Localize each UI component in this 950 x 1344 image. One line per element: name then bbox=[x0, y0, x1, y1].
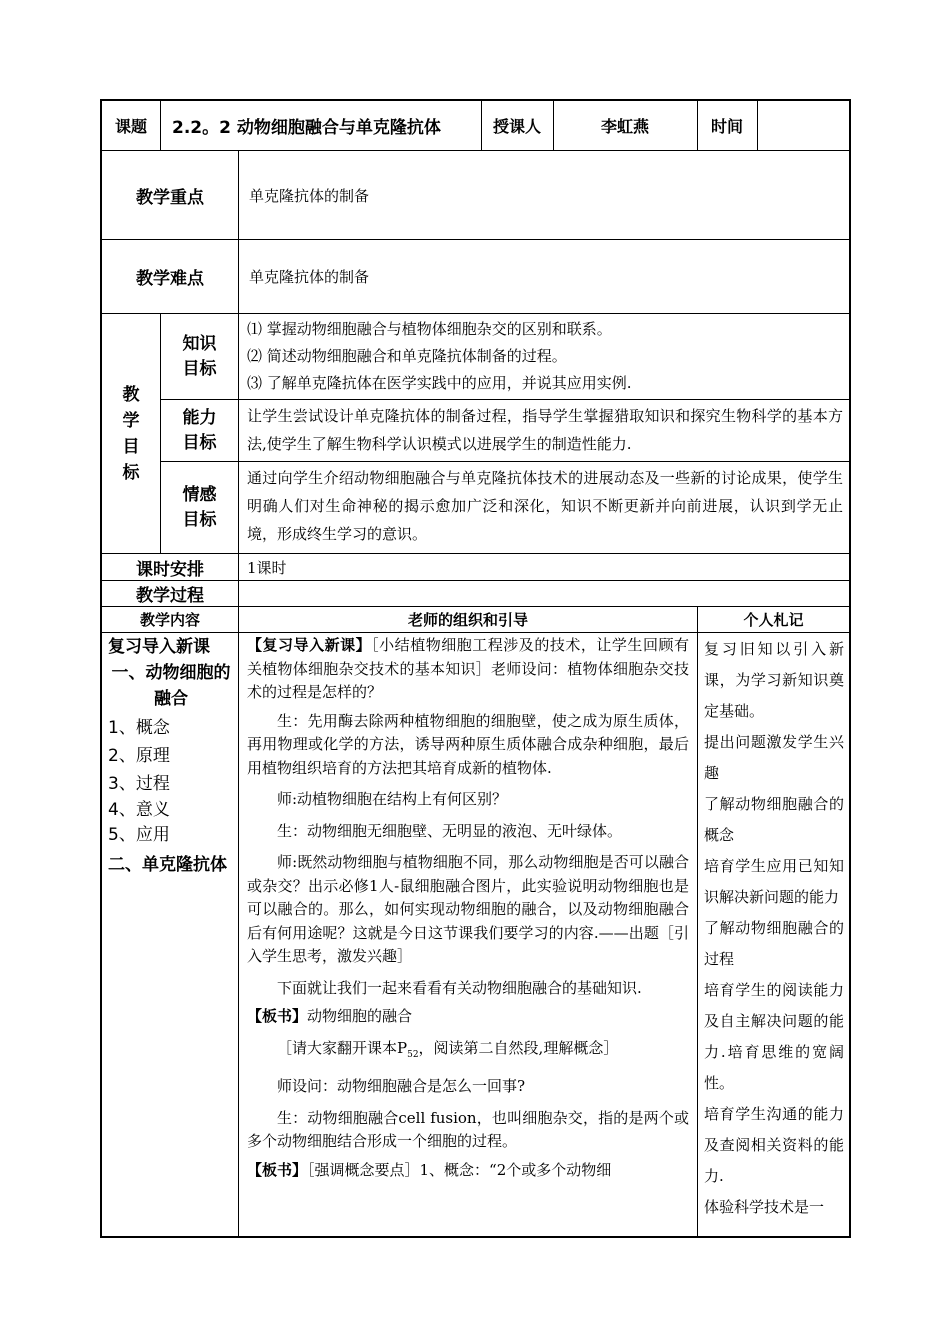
guidance-column bbox=[247, 634, 689, 1234]
knowledge-label-text: 知识目标 bbox=[182, 333, 217, 379]
content-heading: 复习导入新课 bbox=[108, 637, 210, 657]
note-line: 复习旧知以引入新课，为学习新知识奠定基础。 bbox=[704, 640, 844, 720]
guidance-paragraph: 【复习导入新课】［小结植物细胞工程涉及的技术，让学生回顾有关植物体细胞杂交技术的基本知识］老师设问：植物体细胞杂交技术的过程是怎样的？ bbox=[247, 636, 689, 701]
knowledge-label bbox=[161, 314, 238, 399]
topic-value: 2.2。2 动物细胞融合与单克隆抗体 bbox=[172, 118, 441, 138]
content-section-2: 二、单克隆抗体 bbox=[108, 855, 227, 875]
note-line: 培育学生沟通的能力及查阅相关资料的能力. bbox=[704, 1105, 844, 1185]
guidance-paragraph: ［请大家翻开课本$P_{52}$，阅读第二自然段,理解概念］ bbox=[277, 1038, 619, 1060]
notes-column bbox=[704, 634, 844, 1234]
emotion-label bbox=[161, 462, 238, 553]
difficulty-label: 教学难点 bbox=[136, 269, 204, 289]
knowledge-item: ⑴ 掌握动物细胞融合与植物体细胞杂交的区别和联系。 bbox=[247, 320, 612, 338]
time-value bbox=[757, 101, 849, 150]
content-item: 5、应用 bbox=[108, 825, 170, 845]
time-label: 时间 bbox=[710, 117, 743, 136]
guidance-paragraph: 生：先用酶去除两种植物细胞的细胞壁，使之成为原生质体，再用物理或化学的方法，诱导两种原生质体融合成杂种细胞，最后用植物组织培育的方法把其培育成新的植物体. bbox=[247, 711, 689, 777]
column-header-content: 教学内容 bbox=[139, 611, 200, 629]
teacher-label: 授课人 bbox=[492, 117, 541, 136]
note-line: 培育学生的阅读能力及自主解决问题的能力.培育思维的宽阔性。 bbox=[704, 981, 844, 1092]
vline bbox=[160, 99, 161, 151]
column-header-notes: 个人札记 bbox=[743, 611, 804, 629]
vline bbox=[697, 606, 698, 1237]
guidance-paragraph: 下面就让我们一起来看看有关动物细胞融合的基础知识. bbox=[277, 978, 642, 997]
content-column bbox=[108, 635, 234, 1235]
vline bbox=[238, 150, 239, 607]
ability-text: 让学生尝试设计单克隆抗体的制备过程，指导学生掌握猎取知识和探究生物科学的基本方法,使学生了解生物科学认识模式以进展学生的制造性能力. bbox=[247, 407, 843, 453]
schedule-value: 1课时 bbox=[247, 558, 287, 577]
ability-label-text: 能力目标 bbox=[182, 407, 217, 453]
note-line: 体验科学技术是一 bbox=[704, 1198, 825, 1216]
ability-label bbox=[161, 400, 238, 461]
knowledge-item: ⑶ 了解单克隆抗体在医学实践中的应用，并说其应用实例. bbox=[247, 374, 632, 392]
note-line: 培育学生应用已知知识解决新问题的能力 bbox=[704, 857, 844, 906]
guidance-paragraph: 生：动物细胞融合cell fusion，也叫细胞杂交，指的是两个或多个动物细胞结合形成一个细胞的过程。 bbox=[247, 1108, 689, 1150]
guidance-tag: 【板书】 bbox=[247, 1160, 308, 1179]
guidance-paragraph: 生：动物细胞无细胞壁、无明显的液泡、无叶绿体。 bbox=[277, 821, 623, 840]
guidance-tag: 【复习导入新课】 bbox=[247, 636, 372, 654]
table-border-bottom bbox=[100, 1236, 851, 1238]
emotion-label-text: 情感目标 bbox=[182, 484, 217, 530]
guidance-paragraph: 师设问：动物细胞融合是怎么一回事? bbox=[277, 1077, 526, 1095]
content-item: 4、意义 bbox=[108, 800, 170, 820]
key-point-label: 教学重点 bbox=[136, 187, 204, 208]
objectives-label-text: 教学目标 bbox=[122, 384, 140, 483]
guidance-paragraph: 【板书】动物细胞的融合 bbox=[247, 1007, 413, 1025]
table-border-right bbox=[849, 99, 851, 1238]
topic-label: 课题 bbox=[114, 117, 147, 136]
schedule-label: 课时安排 bbox=[136, 559, 204, 580]
difficulty-value: 单克隆抗体的制备 bbox=[249, 268, 370, 286]
note-line: 了解动物细胞融合的概念 bbox=[704, 795, 844, 844]
vline bbox=[238, 606, 239, 1237]
hline bbox=[160, 461, 851, 462]
guidance-tag: 【板书】 bbox=[247, 1007, 308, 1025]
teacher-value: 李虹燕 bbox=[600, 117, 649, 136]
guidance-paragraph: 师:既然动物细胞与植物细胞不同，那么动物细胞是否可以融合或杂交？出示必修1人-鼠细胞融合图片，此实验说明动物细胞也是可以融合的。那么，如何实现动物细胞的融合，以及动物细胞融合后有何用途呢？这就是今日这节课我们要学习的内容.——出题［引入学生思考，激发兴趣］ bbox=[247, 853, 689, 965]
guidance-paragraph: 师:动植物细胞在结构上有何区别？ bbox=[277, 790, 508, 808]
content-item: 1、概念 bbox=[108, 718, 170, 738]
content-item: 3、过程 bbox=[108, 774, 170, 794]
column-header-guidance: 老师的组织和引导 bbox=[407, 611, 528, 629]
knowledge-items bbox=[247, 316, 843, 399]
hline bbox=[160, 399, 851, 400]
emotion-text: 通过向学生介绍动物细胞融合与单克隆抗体技术的进展动态及一些新的讨论成果，使学生明确人们对生命神秘的揭示愈加广泛和深化，知识不断更新并向前进展，认识到学无止境，形成终生学习的意识。 bbox=[247, 469, 843, 543]
content-section-1: 一、动物细胞的融合 bbox=[111, 663, 231, 709]
process-label: 教学过程 bbox=[136, 586, 204, 606]
objectives-label bbox=[102, 314, 160, 553]
hline bbox=[100, 632, 851, 633]
note-line: 了解动物细胞融合的过程 bbox=[704, 919, 844, 968]
guidance-paragraph: 【板书】［强调概念要点］1、概念：“2个或多个动物细 bbox=[247, 1160, 612, 1179]
note-line: 提出问题激发学生兴趣 bbox=[704, 733, 844, 782]
knowledge-item: ⑵ 简述动物细胞融合和单克隆抗体制备的过程。 bbox=[247, 347, 567, 365]
content-item: 2、原理 bbox=[108, 746, 170, 766]
key-point-value: 单克隆抗体的制备 bbox=[249, 186, 370, 205]
